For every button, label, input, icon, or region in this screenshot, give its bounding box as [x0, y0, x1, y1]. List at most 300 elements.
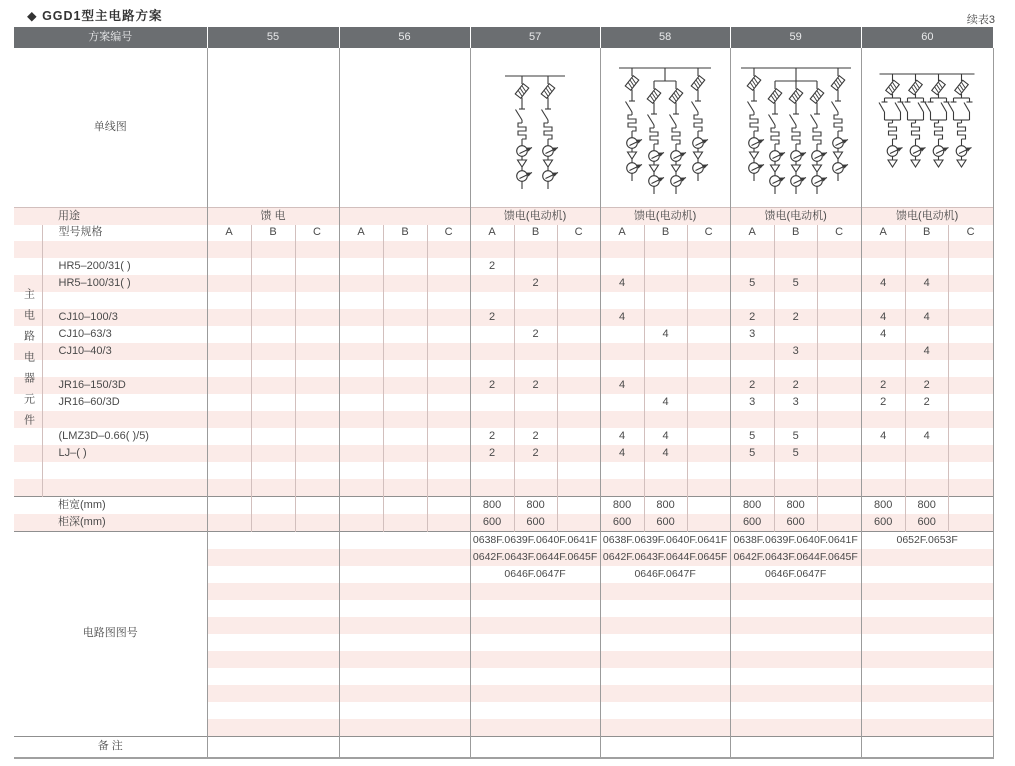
- component-qty-cell: [295, 462, 339, 479]
- component-qty-cell: [251, 411, 295, 428]
- remark-label: 备 注: [14, 737, 207, 759]
- component-qty-cell: 2: [514, 428, 557, 445]
- component-qty-cell: [557, 326, 600, 343]
- component-qty-cell: [905, 241, 948, 258]
- drawing-number-cell: [730, 634, 861, 651]
- drawing-number-cell: [339, 685, 470, 702]
- component-qty-cell: [557, 445, 600, 462]
- cabinet-depth-cell: [295, 514, 339, 532]
- cabinet-depth-cell: 600: [905, 514, 948, 532]
- component-qty-cell: [774, 411, 817, 428]
- subcolumn-header: C: [557, 225, 600, 241]
- component-qty-cell: [514, 343, 557, 360]
- drawing-number-cell: [207, 617, 339, 634]
- subcolumn-header: B: [644, 225, 687, 241]
- component-qty-cell: [905, 326, 948, 343]
- component-qty-cell: [861, 462, 905, 479]
- component-qty-cell: [427, 394, 470, 411]
- component-qty-cell: [251, 275, 295, 292]
- component-qty-cell: [948, 445, 993, 462]
- scheme-table: [14, 27, 994, 759]
- component-qty-cell: [817, 292, 861, 309]
- drawing-number-cell: [861, 617, 993, 634]
- drawing-number-cell: [600, 651, 730, 668]
- component-qty-cell: [339, 241, 383, 258]
- component-qty-cell: [383, 258, 427, 275]
- side-label-cell: [14, 225, 42, 497]
- component-qty-cell: 4: [861, 275, 905, 292]
- component-qty-cell: 2: [470, 258, 514, 275]
- drawing-number-cell: [207, 651, 339, 668]
- component-label: HR5–100/31( ): [42, 275, 207, 292]
- drawing-number-cell: 0646F.0647F: [600, 566, 730, 583]
- drawing-number-cell: [600, 719, 730, 737]
- component-qty-cell: [427, 411, 470, 428]
- drawing-number-cell: [470, 668, 600, 685]
- drawing-number-cell: [339, 719, 470, 737]
- component-qty-cell: [687, 479, 730, 497]
- component-qty-cell: 2: [861, 377, 905, 394]
- component-qty-cell: [295, 394, 339, 411]
- component-qty-cell: 2: [514, 275, 557, 292]
- drawing-number-cell: [861, 702, 993, 719]
- drawing-number-cell: [600, 702, 730, 719]
- component-qty-cell: [905, 445, 948, 462]
- component-qty-cell: [817, 394, 861, 411]
- component-qty-cell: [687, 360, 730, 377]
- component-qty-cell: [687, 326, 730, 343]
- component-label: [42, 462, 207, 479]
- drawing-number-cell: [861, 566, 993, 583]
- component-qty-cell: [251, 309, 295, 326]
- component-qty-cell: [557, 309, 600, 326]
- drawing-number-cell: [207, 566, 339, 583]
- component-qty-cell: 2: [470, 377, 514, 394]
- component-qty-cell: [207, 275, 251, 292]
- component-qty-cell: [557, 241, 600, 258]
- component-qty-cell: [339, 394, 383, 411]
- component-qty-cell: [295, 428, 339, 445]
- component-label: [42, 479, 207, 497]
- single-line-diagram-57: [471, 48, 599, 204]
- component-qty-cell: [557, 275, 600, 292]
- cabinet-depth-cell: 600: [774, 514, 817, 532]
- component-row: [14, 360, 993, 377]
- component-row: [14, 275, 993, 292]
- component-qty-cell: [383, 241, 427, 258]
- component-qty-cell: [687, 258, 730, 275]
- component-qty-cell: [948, 462, 993, 479]
- component-qty-cell: 4: [600, 377, 644, 394]
- subcolumn-header: A: [339, 225, 383, 241]
- component-label: HR5–200/31( ): [42, 258, 207, 275]
- component-label: CJ10–63/3: [42, 326, 207, 343]
- component-qty-cell: [557, 292, 600, 309]
- cabinet-width-cell: [557, 497, 600, 515]
- cabinet-width-cell: [295, 497, 339, 515]
- component-qty-cell: 4: [861, 309, 905, 326]
- diagram-cell-56: [339, 48, 470, 208]
- component-qty-cell: [861, 241, 905, 258]
- component-qty-cell: 5: [774, 445, 817, 462]
- component-qty-cell: [644, 309, 687, 326]
- drawing-number-cell: [730, 685, 861, 702]
- component-qty-cell: [251, 292, 295, 309]
- component-row: [14, 428, 993, 445]
- component-qty-cell: [730, 479, 774, 497]
- component-qty-cell: [427, 309, 470, 326]
- component-label: [42, 360, 207, 377]
- subcolumn-header: A: [470, 225, 514, 241]
- component-qty-cell: [644, 479, 687, 497]
- drawing-number-cell: [207, 583, 339, 600]
- drawing-number-cell: 0646F.0647F: [470, 566, 600, 583]
- cabinet-depth-cell: [817, 514, 861, 532]
- drawing-number-cell: [730, 583, 861, 600]
- component-qty-cell: [207, 258, 251, 275]
- component-qty-cell: [600, 462, 644, 479]
- component-qty-cell: [339, 292, 383, 309]
- component-qty-cell: [295, 479, 339, 497]
- component-qty-cell: 2: [774, 309, 817, 326]
- component-qty-cell: 2: [514, 326, 557, 343]
- component-qty-cell: 2: [470, 309, 514, 326]
- component-qty-cell: [470, 394, 514, 411]
- component-qty-cell: 4: [861, 428, 905, 445]
- drawing-number-cell: 0646F.0647F: [730, 566, 861, 583]
- component-qty-cell: 5: [730, 275, 774, 292]
- drawing-number-cell: [339, 651, 470, 668]
- component-qty-cell: [905, 292, 948, 309]
- component-qty-cell: 4: [644, 428, 687, 445]
- component-qty-cell: [644, 275, 687, 292]
- subcolumn-header: A: [730, 225, 774, 241]
- cabinet-width-cell: [383, 497, 427, 515]
- component-qty-cell: [817, 411, 861, 428]
- component-qty-cell: [427, 241, 470, 258]
- component-qty-cell: 3: [730, 326, 774, 343]
- header-scheme-59: 59: [730, 27, 861, 48]
- header-scheme-label: 方案编号: [14, 27, 207, 48]
- component-qty-cell: [600, 326, 644, 343]
- component-label: [42, 292, 207, 309]
- component-qty-cell: [817, 241, 861, 258]
- cabinet-depth-cell: [557, 514, 600, 532]
- cabinet-width-cell: [251, 497, 295, 515]
- usage-56: [339, 208, 470, 226]
- header-scheme-55: 55: [207, 27, 339, 48]
- page-title: ◆ GGD1型主电路方案: [27, 9, 163, 23]
- component-qty-cell: [470, 275, 514, 292]
- drawing-number-cell: [339, 617, 470, 634]
- component-qty-cell: [774, 258, 817, 275]
- component-qty-cell: [948, 479, 993, 497]
- drawing-number-cell: [339, 532, 470, 550]
- component-qty-cell: [339, 343, 383, 360]
- component-qty-cell: [600, 258, 644, 275]
- component-qty-cell: [644, 343, 687, 360]
- component-qty-cell: [295, 309, 339, 326]
- drawing-number-cell: 0652F.0653F: [861, 532, 993, 550]
- subcolumn-header: B: [383, 225, 427, 241]
- component-row: [14, 326, 993, 343]
- component-qty-cell: [383, 377, 427, 394]
- component-label: CJ10–100/3: [42, 309, 207, 326]
- component-qty-cell: 2: [514, 377, 557, 394]
- side-label: 主电路电器元件: [22, 288, 35, 436]
- component-qty-cell: [600, 360, 644, 377]
- component-qty-cell: [687, 377, 730, 394]
- header-scheme-56: 56: [339, 27, 470, 48]
- component-row: [14, 343, 993, 360]
- drawing-number-cell: [861, 549, 993, 566]
- component-qty-cell: [251, 428, 295, 445]
- remark-cell: [470, 737, 600, 759]
- component-qty-cell: 2: [730, 377, 774, 394]
- component-qty-cell: [644, 462, 687, 479]
- subcolumn-header: C: [948, 225, 993, 241]
- subcolumn-header: B: [905, 225, 948, 241]
- component-qty-cell: [557, 360, 600, 377]
- component-qty-cell: [383, 394, 427, 411]
- component-qty-cell: 2: [861, 394, 905, 411]
- header-scheme-58: 58: [600, 27, 730, 48]
- single-line-diagram-58: [601, 48, 729, 204]
- component-qty-cell: [861, 292, 905, 309]
- component-qty-cell: [817, 462, 861, 479]
- component-qty-cell: 4: [905, 309, 948, 326]
- component-qty-cell: [817, 258, 861, 275]
- cabinet-width-cell: 800: [905, 497, 948, 515]
- component-qty-cell: [514, 292, 557, 309]
- component-qty-cell: [948, 326, 993, 343]
- component-qty-cell: [948, 394, 993, 411]
- component-qty-cell: [600, 292, 644, 309]
- component-row: [14, 258, 993, 275]
- component-qty-cell: [687, 343, 730, 360]
- component-qty-cell: [948, 275, 993, 292]
- cabinet-depth-label: 柜深(mm): [14, 514, 207, 532]
- component-qty-cell: [339, 275, 383, 292]
- component-qty-cell: [514, 411, 557, 428]
- component-qty-cell: [207, 377, 251, 394]
- cabinet-depth-cell: [251, 514, 295, 532]
- component-qty-cell: [514, 309, 557, 326]
- component-qty-cell: [557, 462, 600, 479]
- cabinet-width-cell: [207, 497, 251, 515]
- component-qty-cell: 2: [774, 377, 817, 394]
- component-qty-cell: 2: [730, 309, 774, 326]
- component-qty-cell: [774, 479, 817, 497]
- component-qty-cell: [339, 445, 383, 462]
- component-qty-cell: [295, 258, 339, 275]
- cabinet-width-cell: [687, 497, 730, 515]
- component-qty-cell: [861, 411, 905, 428]
- component-qty-cell: [383, 428, 427, 445]
- component-qty-cell: 4: [861, 326, 905, 343]
- component-qty-cell: [948, 411, 993, 428]
- usage-60: 馈电(电动机): [861, 208, 993, 226]
- component-qty-cell: 2: [514, 445, 557, 462]
- component-qty-cell: [514, 479, 557, 497]
- single-line-diagram-row: [14, 48, 993, 208]
- diagram-cell-58: [600, 48, 730, 208]
- component-qty-cell: [644, 360, 687, 377]
- component-qty-cell: [383, 479, 427, 497]
- component-qty-cell: [774, 241, 817, 258]
- component-qty-cell: [207, 462, 251, 479]
- cabinet-depth-cell: 600: [514, 514, 557, 532]
- continued-note: 续表3: [966, 14, 995, 26]
- cabinet-width-cell: [339, 497, 383, 515]
- component-qty-cell: [817, 326, 861, 343]
- drawing-number-cell: [339, 600, 470, 617]
- component-row: [14, 394, 993, 411]
- header-scheme-60: 60: [861, 27, 993, 48]
- component-qty-cell: [557, 377, 600, 394]
- subcolumn-header: B: [251, 225, 295, 241]
- component-row: [14, 445, 993, 462]
- component-qty-cell: [427, 462, 470, 479]
- component-qty-cell: [251, 360, 295, 377]
- drawing-number-cell: [861, 600, 993, 617]
- remark-cell: [207, 737, 339, 759]
- subcolumn-header: A: [600, 225, 644, 241]
- component-qty-cell: 5: [730, 428, 774, 445]
- diagram-cell-55: [207, 48, 339, 208]
- component-qty-cell: [207, 479, 251, 497]
- diagram-cell-57: [470, 48, 600, 208]
- remark-cell: [861, 737, 993, 759]
- component-qty-cell: [295, 343, 339, 360]
- component-row: [14, 241, 993, 258]
- component-qty-cell: 2: [470, 445, 514, 462]
- component-qty-cell: [339, 326, 383, 343]
- cabinet-width-cell: 800: [774, 497, 817, 515]
- cabinet-width-cell: 800: [470, 497, 514, 515]
- component-qty-cell: [817, 275, 861, 292]
- component-qty-cell: [905, 360, 948, 377]
- subcolumn-header: C: [427, 225, 470, 241]
- component-qty-cell: [730, 462, 774, 479]
- subcolumn-header: A: [207, 225, 251, 241]
- component-qty-cell: [905, 479, 948, 497]
- component-qty-cell: [427, 360, 470, 377]
- drawing-number-cell: [600, 617, 730, 634]
- drawing-number-cell: [470, 583, 600, 600]
- single-line-diagram-60: [863, 48, 991, 204]
- component-qty-cell: [251, 377, 295, 394]
- usage-55: 馈 电: [207, 208, 339, 226]
- component-qty-cell: [207, 394, 251, 411]
- drawing-number-cell: [730, 600, 861, 617]
- drawing-number-cell: [861, 583, 993, 600]
- component-qty-cell: [514, 258, 557, 275]
- component-qty-cell: [861, 343, 905, 360]
- component-qty-cell: [774, 326, 817, 343]
- drawing-number-cell: [470, 600, 600, 617]
- component-qty-cell: [207, 360, 251, 377]
- component-qty-cell: [730, 411, 774, 428]
- component-qty-cell: [470, 411, 514, 428]
- component-qty-cell: [730, 292, 774, 309]
- component-qty-cell: [470, 343, 514, 360]
- component-qty-cell: [687, 309, 730, 326]
- cabinet-depth-cell: [687, 514, 730, 532]
- component-qty-cell: [514, 241, 557, 258]
- component-label: CJ10–40/3: [42, 343, 207, 360]
- component-qty-cell: [600, 241, 644, 258]
- component-label: [42, 411, 207, 428]
- component-qty-cell: [339, 258, 383, 275]
- component-qty-cell: [295, 445, 339, 462]
- component-row: [14, 309, 993, 326]
- subcolumn-header: B: [774, 225, 817, 241]
- component-qty-cell: [730, 343, 774, 360]
- component-qty-cell: 5: [730, 445, 774, 462]
- component-qty-cell: [427, 292, 470, 309]
- subcolumn-header: C: [817, 225, 861, 241]
- component-qty-cell: [339, 462, 383, 479]
- component-qty-cell: [470, 326, 514, 343]
- component-qty-cell: 3: [774, 343, 817, 360]
- drawing-number-cell: [207, 702, 339, 719]
- component-qty-cell: [730, 258, 774, 275]
- drawing-number-cell: [730, 668, 861, 685]
- subcolumn-header: B: [514, 225, 557, 241]
- component-qty-cell: [774, 292, 817, 309]
- single-line-diagram-59: [732, 48, 860, 204]
- component-qty-cell: [861, 479, 905, 497]
- drawing-number-cell: [600, 583, 730, 600]
- drawing-number-cell: [600, 600, 730, 617]
- component-label: (LMZ3D–0.66( )/5): [42, 428, 207, 445]
- component-qty-cell: [207, 445, 251, 462]
- component-qty-cell: [817, 377, 861, 394]
- component-qty-cell: [427, 275, 470, 292]
- spec-header-row: [14, 225, 993, 241]
- cabinet-depth-cell: 600: [730, 514, 774, 532]
- component-qty-cell: [774, 360, 817, 377]
- component-qty-cell: [339, 411, 383, 428]
- component-qty-cell: [251, 394, 295, 411]
- drawing-number-cell: 0638F.0639F.0640F.0641F: [730, 532, 861, 550]
- component-qty-cell: [687, 462, 730, 479]
- drawing-section-label: 电路图图号: [14, 532, 207, 737]
- component-qty-cell: [948, 343, 993, 360]
- cabinet-depth-cell: [427, 514, 470, 532]
- component-qty-cell: [600, 479, 644, 497]
- component-qty-cell: [948, 309, 993, 326]
- component-qty-cell: [470, 360, 514, 377]
- component-qty-cell: [251, 343, 295, 360]
- drawing-number-cell: [339, 702, 470, 719]
- drawing-number-cell: [730, 617, 861, 634]
- component-qty-cell: 5: [774, 275, 817, 292]
- drawing-number-cell: [207, 668, 339, 685]
- drawing-number-cell: [207, 532, 339, 550]
- component-qty-cell: [295, 241, 339, 258]
- drawing-number-cell: [861, 685, 993, 702]
- component-qty-cell: [557, 479, 600, 497]
- cabinet-width-cell: [427, 497, 470, 515]
- table-header-row: [14, 27, 993, 48]
- subcolumn-header: A: [861, 225, 905, 241]
- component-qty-cell: 3: [730, 394, 774, 411]
- component-qty-cell: [207, 292, 251, 309]
- component-qty-cell: [295, 275, 339, 292]
- cabinet-depth-cell: 600: [861, 514, 905, 532]
